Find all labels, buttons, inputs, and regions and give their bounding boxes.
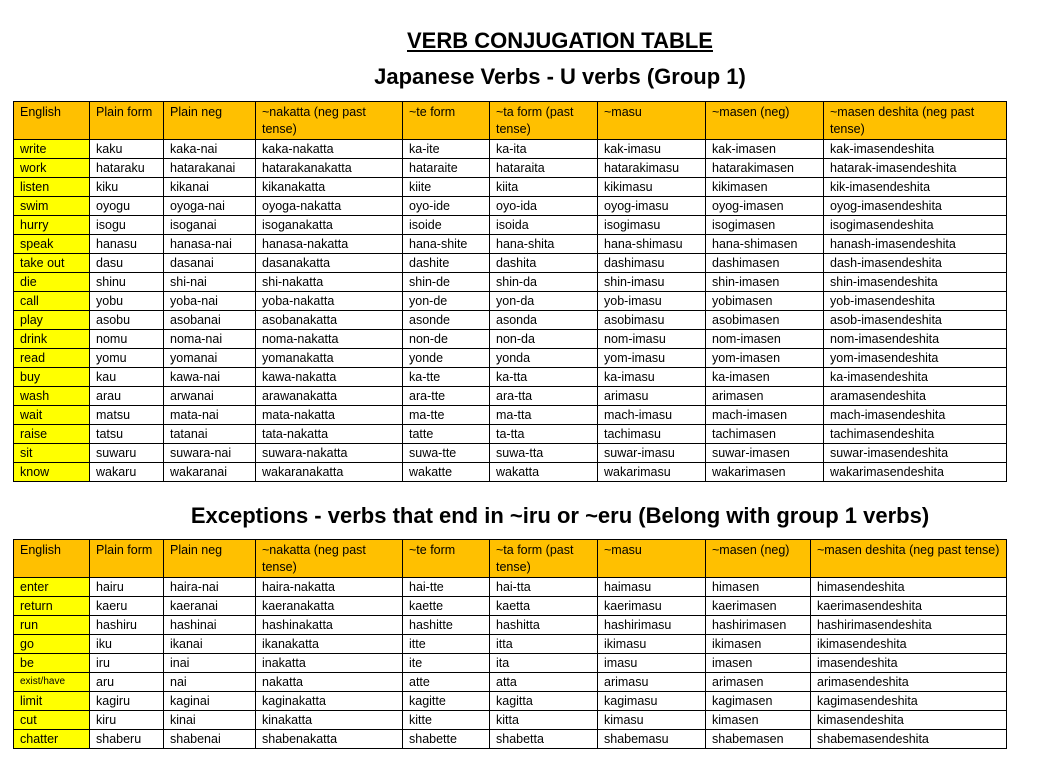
english-cell: listen	[14, 178, 90, 197]
conjugation-cell: yoba-nai	[164, 292, 256, 311]
table-row	[14, 654, 1007, 673]
table-row	[14, 711, 1007, 730]
conjugation-cell: ka-imasu	[598, 368, 706, 387]
conjugation-cell: hana-shita	[490, 235, 598, 254]
conjugation-cell: ka-tta	[490, 368, 598, 387]
english-cell: enter	[14, 578, 90, 597]
conjugation-cell: hatarakimasen	[706, 159, 824, 178]
conjugation-cell: suwar-imasen	[706, 444, 824, 463]
conjugation-cell: kiita	[490, 178, 598, 197]
table-row	[14, 616, 1007, 635]
column-header: Plain neg	[164, 102, 256, 140]
conjugation-cell: suwara-nakatta	[256, 444, 403, 463]
conjugation-cell: hanash-imasendeshita	[824, 235, 1007, 254]
conjugation-cell: ikimasu	[598, 635, 706, 654]
conjugation-cell: kikimasen	[706, 178, 824, 197]
conjugation-cell: yonde	[403, 349, 490, 368]
conjugation-cell: asobimasen	[706, 311, 824, 330]
conjugation-cell: oyo-ide	[403, 197, 490, 216]
conjugation-cell: inai	[164, 654, 256, 673]
conjugation-cell: kimasu	[598, 711, 706, 730]
conjugation-cell: asobimasu	[598, 311, 706, 330]
conjugation-cell: ikimasendeshita	[811, 635, 1007, 654]
conjugation-cell: matsu	[90, 406, 164, 425]
conjugation-cell: tatanai	[164, 425, 256, 444]
table-row	[14, 673, 1007, 692]
table-row	[14, 216, 1007, 235]
conjugation-cell: shin-imasu	[598, 273, 706, 292]
conjugation-cell: ikanai	[164, 635, 256, 654]
conjugation-cell: kiite	[403, 178, 490, 197]
column-header: ~masen (neg)	[706, 540, 811, 578]
conjugation-cell: kagimasu	[598, 692, 706, 711]
english-cell: be	[14, 654, 90, 673]
conjugation-cell: hashinakatta	[256, 616, 403, 635]
table-row	[14, 159, 1007, 178]
table-row	[14, 730, 1007, 749]
conjugation-cell: imasen	[706, 654, 811, 673]
english-cell: take out	[14, 254, 90, 273]
conjugation-cell: kitta	[490, 711, 598, 730]
english-cell: cut	[14, 711, 90, 730]
conjugation-cell: hai-tta	[490, 578, 598, 597]
conjugation-cell: kaeru	[90, 597, 164, 616]
conjugation-cell: shabetta	[490, 730, 598, 749]
conjugation-cell: ara-tte	[403, 387, 490, 406]
english-cell: sit	[14, 444, 90, 463]
conjugation-cell: aramasendeshita	[824, 387, 1007, 406]
conjugation-cell: hashirimasendeshita	[811, 616, 1007, 635]
conjugation-cell: hashitta	[490, 616, 598, 635]
conjugation-cell: oyog-imasendeshita	[824, 197, 1007, 216]
u-verbs-table	[13, 101, 1007, 482]
conjugation-cell: ka-ite	[403, 140, 490, 159]
conjugation-cell: haira-nai	[164, 578, 256, 597]
conjugation-cell: kaku	[90, 140, 164, 159]
conjugation-cell: ka-imasen	[706, 368, 824, 387]
conjugation-cell: hashiru	[90, 616, 164, 635]
conjugation-cell: atte	[403, 673, 490, 692]
conjugation-cell: hana-shimasen	[706, 235, 824, 254]
table-header	[14, 540, 1007, 578]
conjugation-cell: shi-nakatta	[256, 273, 403, 292]
column-header: ~nakatta (neg past tense)	[256, 102, 403, 140]
conjugation-cell: hashirimasu	[598, 616, 706, 635]
conjugation-cell: imasu	[598, 654, 706, 673]
table-row	[14, 178, 1007, 197]
column-header: ~ta form (past tense)	[490, 102, 598, 140]
conjugation-cell: kak-imasen	[706, 140, 824, 159]
conjugation-cell: non-de	[403, 330, 490, 349]
column-header: ~masen deshita (neg past tense)	[824, 102, 1007, 140]
conjugation-cell: nom-imasen	[706, 330, 824, 349]
conjugation-cell: oyog-imasen	[706, 197, 824, 216]
english-cell: run	[14, 616, 90, 635]
conjugation-cell: yoba-nakatta	[256, 292, 403, 311]
conjugation-cell: ka-imasendeshita	[824, 368, 1007, 387]
conjugation-cell: shabemasendeshita	[811, 730, 1007, 749]
conjugation-cell: hana-shite	[403, 235, 490, 254]
english-cell: return	[14, 597, 90, 616]
column-header: ~masu	[598, 102, 706, 140]
conjugation-cell: kinakatta	[256, 711, 403, 730]
conjugation-cell: suwar-imasendeshita	[824, 444, 1007, 463]
conjugation-cell: kaginakatta	[256, 692, 403, 711]
table-row	[14, 254, 1007, 273]
conjugation-cell: hatarakimasu	[598, 159, 706, 178]
column-header: ~te form	[403, 102, 490, 140]
conjugation-cell: arimasu	[598, 673, 706, 692]
conjugation-cell: kagitta	[490, 692, 598, 711]
conjugation-cell: isogimasu	[598, 216, 706, 235]
conjugation-cell: suwa-tta	[490, 444, 598, 463]
conjugation-cell: yob-imasendeshita	[824, 292, 1007, 311]
english-cell: buy	[14, 368, 90, 387]
conjugation-cell: suwar-imasu	[598, 444, 706, 463]
conjugation-cell: kagiru	[90, 692, 164, 711]
conjugation-cell: wakaranakatta	[256, 463, 403, 482]
english-cell: die	[14, 273, 90, 292]
conjugation-cell: oyoga-nai	[164, 197, 256, 216]
english-cell: know	[14, 463, 90, 482]
conjugation-cell: arwanai	[164, 387, 256, 406]
conjugation-cell: oyog-imasu	[598, 197, 706, 216]
conjugation-cell: kawa-nai	[164, 368, 256, 387]
column-header: ~ta form (past tense)	[490, 540, 598, 578]
conjugation-cell: isogu	[90, 216, 164, 235]
conjugation-cell: suwara-nai	[164, 444, 256, 463]
conjugation-cell: shabemasu	[598, 730, 706, 749]
english-cell: chatter	[14, 730, 90, 749]
english-cell: speak	[14, 235, 90, 254]
conjugation-cell: asobanakatta	[256, 311, 403, 330]
conjugation-cell: hataraku	[90, 159, 164, 178]
conjugation-cell: ma-tta	[490, 406, 598, 425]
conjugation-cell: wakaranai	[164, 463, 256, 482]
conjugation-cell: dasanai	[164, 254, 256, 273]
conjugation-cell: haira-nakatta	[256, 578, 403, 597]
conjugation-cell: kagimasendeshita	[811, 692, 1007, 711]
conjugation-cell: yon-da	[490, 292, 598, 311]
table-row	[14, 387, 1007, 406]
conjugation-cell: isoganai	[164, 216, 256, 235]
conjugation-cell: mata-nai	[164, 406, 256, 425]
table-row	[14, 140, 1007, 159]
conjugation-cell: arimasen	[706, 673, 811, 692]
conjugation-cell: nom-imasu	[598, 330, 706, 349]
conjugation-cell: non-da	[490, 330, 598, 349]
conjugation-cell: shin-de	[403, 273, 490, 292]
conjugation-cell: suwa-tte	[403, 444, 490, 463]
conjugation-cell: shaberu	[90, 730, 164, 749]
conjugation-cell: ikimasen	[706, 635, 811, 654]
conjugation-cell: asobanai	[164, 311, 256, 330]
column-header: ~masen (neg)	[706, 102, 824, 140]
conjugation-cell: arimasendeshita	[811, 673, 1007, 692]
conjugation-cell: dash-imasendeshita	[824, 254, 1007, 273]
conjugation-cell: ma-tte	[403, 406, 490, 425]
column-header: Plain neg	[164, 540, 256, 578]
conjugation-cell: mata-nakatta	[256, 406, 403, 425]
exceptions-title: Exceptions - verbs that end in ~iru or ~eru (Belong with group 1 verbs)	[190, 503, 930, 528]
conjugation-cell: isoide	[403, 216, 490, 235]
conjugation-cell: yobimasen	[706, 292, 824, 311]
conjugation-cell: himasen	[706, 578, 811, 597]
conjugation-cell: yom-imasendeshita	[824, 349, 1007, 368]
conjugation-cell: isogimasen	[706, 216, 824, 235]
conjugation-cell: tachimasendeshita	[824, 425, 1007, 444]
conjugation-cell: oyogu	[90, 197, 164, 216]
conjugation-cell: isogimasendeshita	[824, 216, 1007, 235]
conjugation-cell: tatte	[403, 425, 490, 444]
column-header: ~te form	[403, 540, 490, 578]
table-row	[14, 444, 1007, 463]
english-cell: go	[14, 635, 90, 654]
table-row	[14, 368, 1007, 387]
table-row	[14, 273, 1007, 292]
conjugation-cell: kaerimasen	[706, 597, 811, 616]
conjugation-cell: iru	[90, 654, 164, 673]
conjugation-cell: kak-imasu	[598, 140, 706, 159]
conjugation-cell: wakatta	[490, 463, 598, 482]
conjugation-cell: hataraite	[403, 159, 490, 178]
conjugation-cell: oyoga-nakatta	[256, 197, 403, 216]
page-title: VERB CONJUGATION TABLE	[407, 28, 713, 53]
exceptions-table	[13, 539, 1007, 749]
english-cell: read	[14, 349, 90, 368]
column-header: Plain form	[90, 102, 164, 140]
conjugation-cell: arimasu	[598, 387, 706, 406]
column-header: English	[14, 540, 90, 578]
english-cell: exist/have	[14, 673, 90, 692]
conjugation-cell: wakarimasen	[706, 463, 824, 482]
conjugation-cell: itta	[490, 635, 598, 654]
conjugation-cell: kiru	[90, 711, 164, 730]
conjugation-cell: inakatta	[256, 654, 403, 673]
english-cell: swim	[14, 197, 90, 216]
conjugation-cell: yomanai	[164, 349, 256, 368]
conjugation-cell: ara-tta	[490, 387, 598, 406]
conjugation-cell: shabemasen	[706, 730, 811, 749]
conjugation-cell: shabenai	[164, 730, 256, 749]
conjugation-cell: kik-imasendeshita	[824, 178, 1007, 197]
conjugation-cell: asob-imasendeshita	[824, 311, 1007, 330]
english-cell: write	[14, 140, 90, 159]
conjugation-cell: arau	[90, 387, 164, 406]
conjugation-cell: kaka-nakatta	[256, 140, 403, 159]
conjugation-cell: kikanakatta	[256, 178, 403, 197]
conjugation-cell: ikanakatta	[256, 635, 403, 654]
conjugation-cell: hanasu	[90, 235, 164, 254]
conjugation-cell: kaette	[403, 597, 490, 616]
english-cell: call	[14, 292, 90, 311]
conjugation-cell: asonde	[403, 311, 490, 330]
conjugation-cell: kaginai	[164, 692, 256, 711]
conjugation-cell: noma-nakatta	[256, 330, 403, 349]
conjugation-cell: hatarakanai	[164, 159, 256, 178]
conjugation-cell: kagitte	[403, 692, 490, 711]
conjugation-cell: dasanakatta	[256, 254, 403, 273]
conjugation-cell: shin-imasendeshita	[824, 273, 1007, 292]
english-cell: limit	[14, 692, 90, 711]
column-header: ~masen deshita (neg past tense)	[811, 540, 1007, 578]
english-cell: play	[14, 311, 90, 330]
conjugation-cell: nomu	[90, 330, 164, 349]
conjugation-cell: yomu	[90, 349, 164, 368]
conjugation-cell: shabette	[403, 730, 490, 749]
conjugation-cell: atta	[490, 673, 598, 692]
english-cell: raise	[14, 425, 90, 444]
conjugation-cell: tata-nakatta	[256, 425, 403, 444]
conjugation-cell: hashitte	[403, 616, 490, 635]
conjugation-cell: tachimasu	[598, 425, 706, 444]
conjugation-cell: tachimasen	[706, 425, 824, 444]
conjugation-cell: dashimasu	[598, 254, 706, 273]
conjugation-cell: kimasendeshita	[811, 711, 1007, 730]
conjugation-cell: ita	[490, 654, 598, 673]
table-row	[14, 311, 1007, 330]
conjugation-cell: dashite	[403, 254, 490, 273]
conjugation-cell: yom-imasen	[706, 349, 824, 368]
conjugation-cell: hashirimasen	[706, 616, 811, 635]
conjugation-cell: ka-ita	[490, 140, 598, 159]
conjugation-cell: mach-imasen	[706, 406, 824, 425]
conjugation-cell: hanasa-nai	[164, 235, 256, 254]
conjugation-cell: isoganakatta	[256, 216, 403, 235]
conjugation-cell: yomanakatta	[256, 349, 403, 368]
table-header	[14, 102, 1007, 140]
table-row	[14, 578, 1007, 597]
conjugation-cell: hai-tte	[403, 578, 490, 597]
conjugation-cell: hairu	[90, 578, 164, 597]
conjugation-cell: yobu	[90, 292, 164, 311]
conjugation-cell: ka-tte	[403, 368, 490, 387]
conjugation-cell: iku	[90, 635, 164, 654]
conjugation-cell: suwaru	[90, 444, 164, 463]
conjugation-cell: yon-de	[403, 292, 490, 311]
conjugation-cell: shinu	[90, 273, 164, 292]
column-header: English	[14, 102, 90, 140]
conjugation-cell: shi-nai	[164, 273, 256, 292]
conjugation-cell: tatsu	[90, 425, 164, 444]
conjugation-cell: hashinai	[164, 616, 256, 635]
table-row	[14, 330, 1007, 349]
conjugation-cell: kak-imasendeshita	[824, 140, 1007, 159]
english-cell: drink	[14, 330, 90, 349]
conjugation-cell: dashita	[490, 254, 598, 273]
conjugation-cell: nai	[164, 673, 256, 692]
conjugation-cell: kaerimasendeshita	[811, 597, 1007, 616]
conjugation-cell: kikimasu	[598, 178, 706, 197]
conjugation-cell: mach-imasendeshita	[824, 406, 1007, 425]
conjugation-cell: yom-imasu	[598, 349, 706, 368]
conjugation-cell: kiku	[90, 178, 164, 197]
conjugation-cell: himasendeshita	[811, 578, 1007, 597]
conjugation-cell: hatarak-imasendeshita	[824, 159, 1007, 178]
table-row	[14, 425, 1007, 444]
english-cell: work	[14, 159, 90, 178]
conjugation-cell: wakarimasendeshita	[824, 463, 1007, 482]
conjugation-cell: asonda	[490, 311, 598, 330]
conjugation-cell: hataraita	[490, 159, 598, 178]
conjugation-cell: kawa-nakatta	[256, 368, 403, 387]
conjugation-cell: dashimasen	[706, 254, 824, 273]
conjugation-cell: kaeranakatta	[256, 597, 403, 616]
conjugation-cell: kau	[90, 368, 164, 387]
conjugation-cell: kaeranai	[164, 597, 256, 616]
conjugation-cell: shabenakatta	[256, 730, 403, 749]
column-header: ~nakatta (neg past tense)	[256, 540, 403, 578]
conjugation-cell: nakatta	[256, 673, 403, 692]
conjugation-cell: ta-tta	[490, 425, 598, 444]
conjugation-cell: shin-imasen	[706, 273, 824, 292]
conjugation-cell: aru	[90, 673, 164, 692]
conjugation-cell: kaka-nai	[164, 140, 256, 159]
conjugation-cell: itte	[403, 635, 490, 654]
conjugation-cell: wakaru	[90, 463, 164, 482]
conjugation-cell: ite	[403, 654, 490, 673]
conjugation-cell: nom-imasendeshita	[824, 330, 1007, 349]
conjugation-cell: dasu	[90, 254, 164, 273]
conjugation-cell: arimasen	[706, 387, 824, 406]
conjugation-cell: kaetta	[490, 597, 598, 616]
conjugation-cell: hana-shimasu	[598, 235, 706, 254]
conjugation-cell: kaerimasu	[598, 597, 706, 616]
table-row	[14, 406, 1007, 425]
table-row	[14, 349, 1007, 368]
english-cell: wait	[14, 406, 90, 425]
conjugation-cell: wakatte	[403, 463, 490, 482]
conjugation-cell: yob-imasu	[598, 292, 706, 311]
conjugation-cell: isoida	[490, 216, 598, 235]
conjugation-cell: mach-imasu	[598, 406, 706, 425]
conjugation-cell: wakarimasu	[598, 463, 706, 482]
conjugation-cell: hanasa-nakatta	[256, 235, 403, 254]
table-row	[14, 463, 1007, 482]
table-row	[14, 235, 1007, 254]
conjugation-cell: hatarakanakatta	[256, 159, 403, 178]
conjugation-cell: asobu	[90, 311, 164, 330]
conjugation-cell: kimasen	[706, 711, 811, 730]
conjugation-cell: noma-nai	[164, 330, 256, 349]
table-row	[14, 635, 1007, 654]
conjugation-cell: haimasu	[598, 578, 706, 597]
conjugation-cell: arawanakatta	[256, 387, 403, 406]
table-row	[14, 197, 1007, 216]
conjugation-cell: imasendeshita	[811, 654, 1007, 673]
conjugation-cell: yonda	[490, 349, 598, 368]
table-row	[14, 597, 1007, 616]
column-header: ~masu	[598, 540, 706, 578]
column-header: Plain form	[90, 540, 164, 578]
english-cell: wash	[14, 387, 90, 406]
english-cell: hurry	[14, 216, 90, 235]
table-row	[14, 692, 1007, 711]
conjugation-cell: oyo-ida	[490, 197, 598, 216]
conjugation-cell: shin-da	[490, 273, 598, 292]
conjugation-cell: kagimasen	[706, 692, 811, 711]
conjugation-cell: kinai	[164, 711, 256, 730]
page-subtitle: Japanese Verbs - U verbs (Group 1)	[374, 64, 746, 89]
conjugation-cell: kitte	[403, 711, 490, 730]
conjugation-cell: kikanai	[164, 178, 256, 197]
table-row	[14, 292, 1007, 311]
